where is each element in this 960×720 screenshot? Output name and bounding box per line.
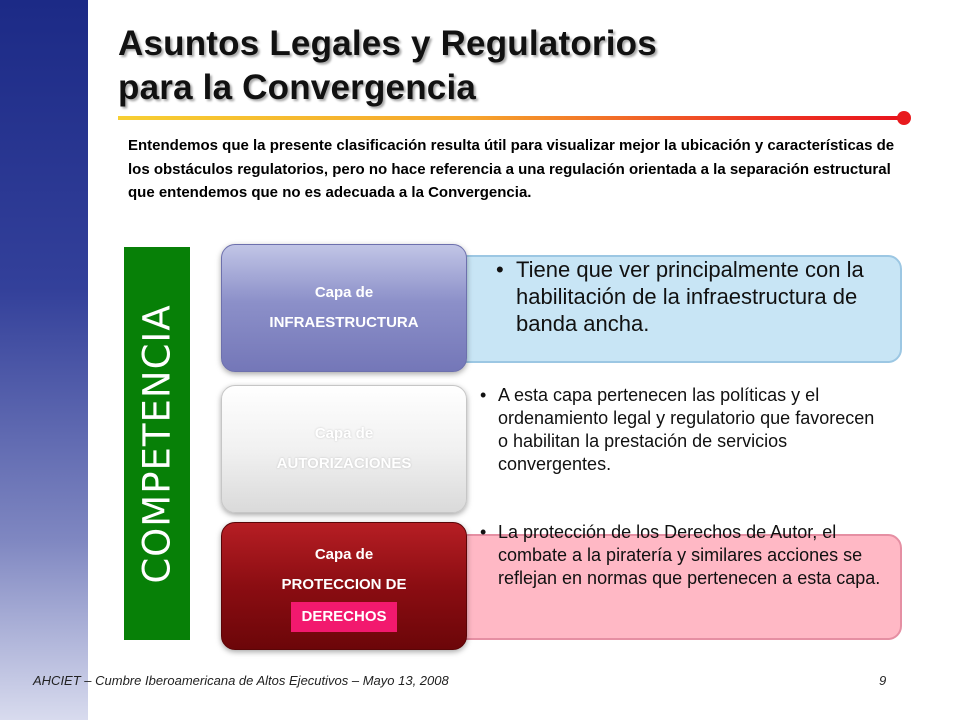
slide-title-line-1: Asuntos Legales y Regulatorios bbox=[118, 24, 657, 63]
layer-infraestructura-line-1: Capa de bbox=[314, 284, 374, 301]
page-number: 9 bbox=[879, 673, 887, 688]
layer-autorizaciones-line-2: AUTORIZACIONES bbox=[276, 455, 412, 472]
title-underline-dot bbox=[897, 111, 911, 125]
competencia-label: COMPETENCIA bbox=[135, 303, 179, 584]
infraestructura-description bbox=[496, 256, 886, 337]
title-underline bbox=[118, 116, 904, 120]
layer-autorizaciones bbox=[221, 385, 467, 513]
competencia-bar bbox=[124, 247, 190, 640]
proteccion-description bbox=[480, 521, 890, 590]
layer-infraestructura bbox=[221, 244, 467, 372]
slide-title bbox=[118, 22, 657, 110]
autorizaciones-bullet: • A esta capa pertenecen las políticas y el ordenamiento legal y regulatorio que favorecen o habilitan la prestación de servicios convergentes. bbox=[480, 384, 880, 476]
layer-proteccion-line-1: Capa de bbox=[314, 546, 374, 563]
layer-proteccion bbox=[221, 522, 467, 650]
proteccion-bullet: • La protección de los Derechos de Autor, el combate a la piratería y similares acciones se reflejan en normas que pertenecen a esta capa. bbox=[480, 521, 890, 590]
intro-paragraph: Entendemos que la presente clasificación resulta útil para visualizar mejor la ubicación y características de los obstáculos regulatorios, pero no hace referencia a una regulación orientada a la separación estructural que entendemos que no es adecuada a la Convergencia. bbox=[128, 137, 895, 201]
layer-proteccion-line-2: PROTECCION DE bbox=[281, 576, 407, 593]
side-gradient-bar bbox=[0, 0, 88, 720]
slide-title-line-2: para la Convergencia bbox=[118, 68, 477, 107]
layer-infraestructura-line-2: INFRAESTRUCTURA bbox=[269, 314, 419, 331]
autorizaciones-description bbox=[480, 384, 880, 476]
derechos-highlight: DERECHOS bbox=[291, 602, 396, 632]
footer-event-text: AHCIET – Cumbre Iberoamericana de Altos Ejecutivos – Mayo 13, 2008 bbox=[33, 673, 449, 688]
layer-autorizaciones-line-1: Capa de bbox=[314, 425, 374, 442]
infraestructura-bullet: • Tiene que ver principalmente con la habilitación de la infraestructura de banda ancha. bbox=[496, 256, 886, 337]
